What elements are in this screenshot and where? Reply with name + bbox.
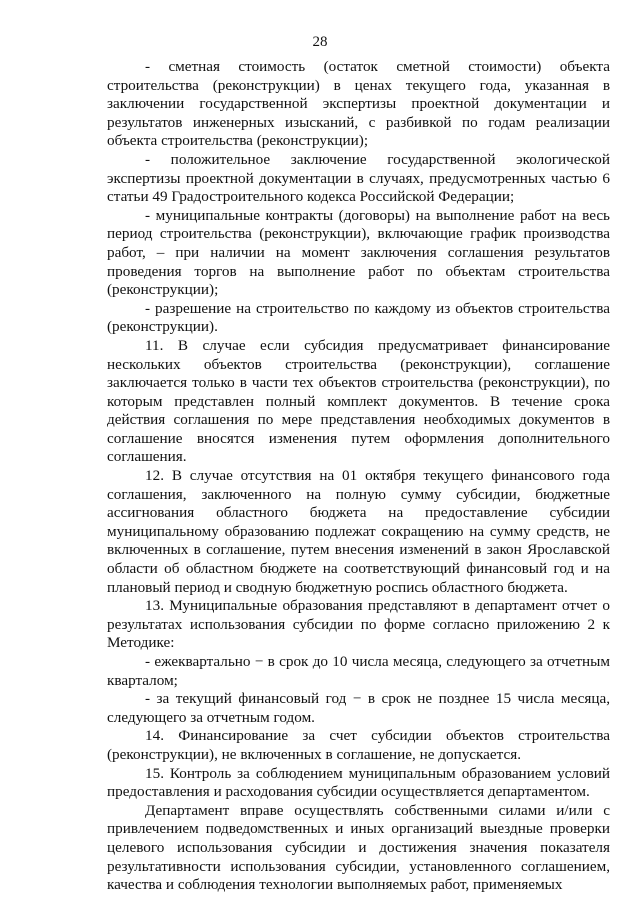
paragraph-clause-15: 15. Контроль за соблюдением муниципальным образованием условий предоставления и расходования субсидии осуществляется департаментом. bbox=[107, 764, 610, 801]
paragraph-estimated-cost: - сметная стоимость (остаток сметной стоимости) объекта строительства (реконструкции) в ценах текущего года, указанная в заключении государственной экспертизы проектной документации и результатов инженерных изысканий, с разбивкой по годам реализации объекта строительства (реконструкции); bbox=[107, 58, 610, 150]
paragraph-annual-report: - за текущий финансовый год − в срок не позднее 15 числа месяца, следующего за отчетным годом. bbox=[107, 690, 610, 726]
paragraph-municipal-contracts: - муниципальные контракты (договоры) на выполнение работ на весь период строительства (реконструкции), включающие график производства работ, – при наличии на момент заключения соглашения результатов проведения торгов на выполнение работ по объектам строительства (реконструкции); bbox=[107, 206, 610, 299]
paragraph-clause-13: 13. Муниципальные образования представляют в департамент отчет о результатах использования субсидии по форме согласно приложению 2 к Методике: bbox=[107, 597, 610, 652]
paragraph-clause-14: 14. Финансирование за счет субсидии объектов строительства (реконструкции), не включенных в соглашение, не допускается. bbox=[107, 727, 610, 763]
paragraph-clause-11: 11. В случае если субсидия предусматривает финансирование нескольких объектов строительства (реконструкции), соглашение заключается только в части тех объектов строительства (реконструкции), по которым представлен полный комплект документов. В течение срока действия соглашения по мере представления необходимых документов в соглашение вносятся изменения путем оформления дополнительного соглашения. bbox=[107, 336, 610, 466]
paragraph-construction-permit: - разрешение на строительство по каждому из объектов строительства (реконструкции). bbox=[107, 299, 610, 336]
document-body bbox=[107, 58, 610, 895]
page-number: 28 bbox=[312, 34, 328, 50]
paragraph-quarterly-report: - ежеквартально − в срок до 10 числа месяца, следующего за отчетным кварталом; bbox=[107, 653, 610, 689]
paragraph-department-inspections: Департамент вправе осуществлять собственными силами и/или с привлечением подведомственных и иных организаций выездные проверки целевого использования субсидии и достижения значения показателя результативности использования субсидии, установленного соглашением, качества и соблюдения технологии выполняемых работ, применяемых bbox=[107, 801, 610, 894]
paragraph-clause-12: 12. В случае отсутствия на 01 октября текущего финансового года соглашения, заключенного на полную сумму субсидии, бюджетные ассигнования областного бюджета на предоставление субсидии муниципальному образованию подлежат сокращению на сумму средств, не включенных в соглашение, путем внесения изменений в закон Ярославской области об областном бюджете на соответствующий финансовый год и на плановый период и сводную бюджетную роспись областного бюджета. bbox=[107, 467, 610, 596]
paragraph-ecological-expertise: - положительное заключение государственной экологической экспертизы проектной документации в случаях, предусмотренных частью 6 статьи 49 Градостроительного кодекса Российской Федерации; bbox=[107, 150, 610, 206]
